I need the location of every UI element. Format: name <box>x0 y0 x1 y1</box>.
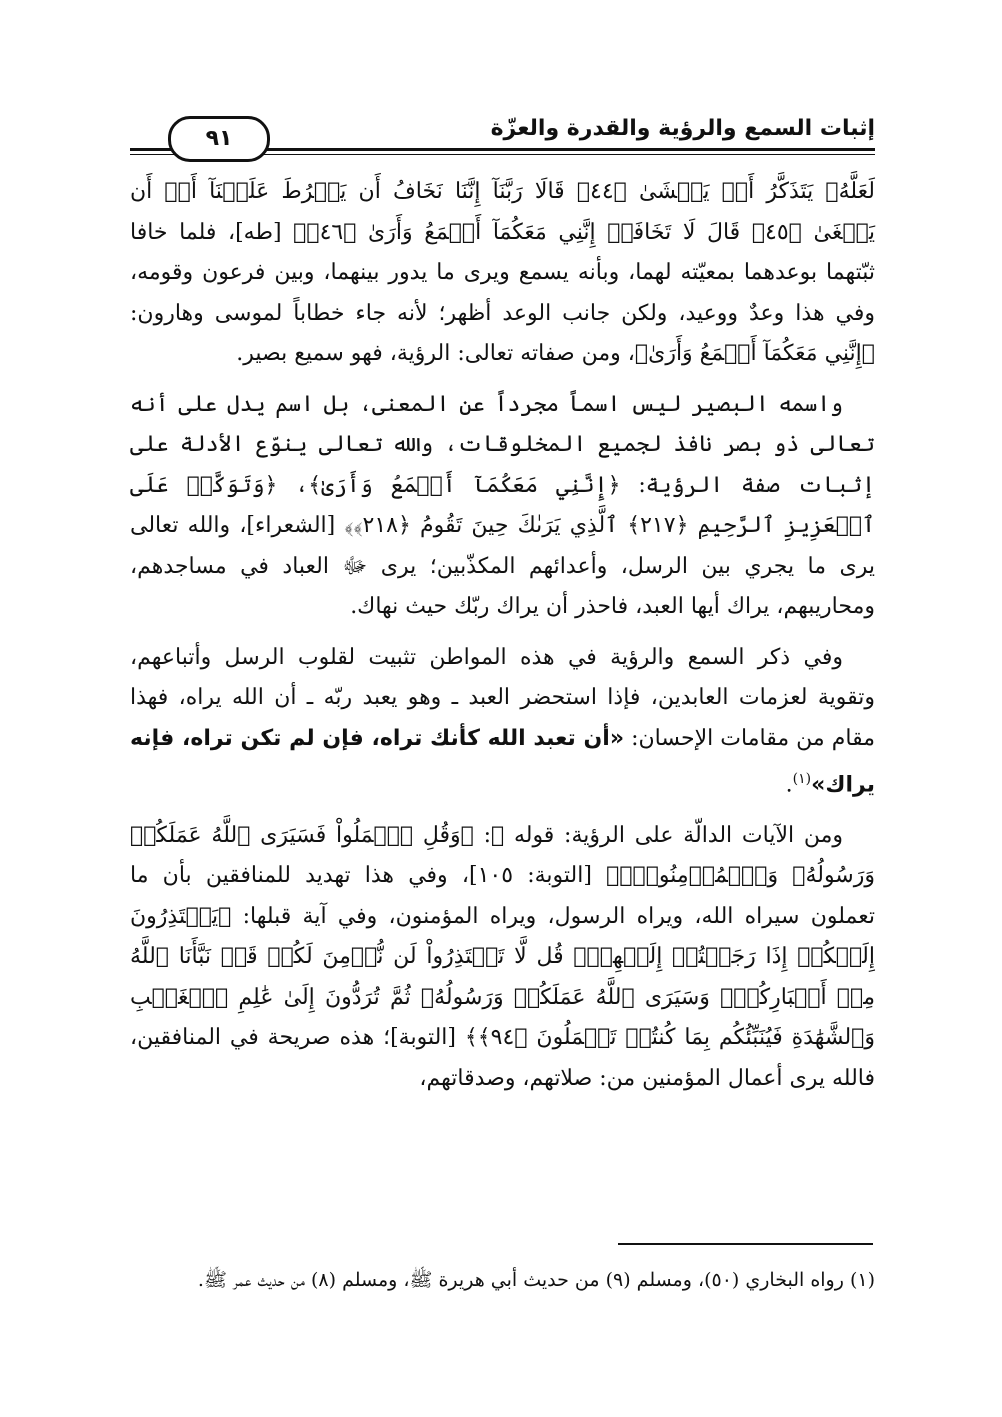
paragraph: واسمه البصير ليس اسماً مجرداً عن المعنى، بل اسم يدل على أنه تعالى ذو بصر نافذ لجميع المخلوقات، والله تعالى ينوّع الأدلة على إثبات صفة الرؤية: ﴿إِنَّنِي مَعَكُمَآ أَسۡمَعُ وَأَرَىٰ﴾، ﴿وَتَوَكَّلۡ عَلَى ٱلۡعَزِيزِ ٱلرَّحِيمِ ﴿٢١٧﴾ ٱلَّذِي يَرَىٰكَ حِينَ تَقُومُ ﴿٢١٨﴾﴾ [الشعراء]، والله تعالى يرى ما يجري بين الرسل، وأعدائهم المكذّبين؛ يرى ﷻ العباد في مساجدهم، ومحاريبهم، يراك أيها العبد، فاحذر أن يراك ربّك حيث نهاك. <box>130 391 875 619</box>
paragraph: لَعَلَّهُۥ يَتَذَكَّرُ أَوۡ يَخۡشَىٰ ﴿٤٤﴾ قَالَا رَبَّنَآ إِنَّنَا نَخَافُ أَن يَفۡرُطَ عَلَيۡنَآ أَوۡ أَن يَطۡغَىٰ ﴿٤٥﴾ قَالَ لَا تَخَافَآۖ إِنَّنِي مَعَكُمَآ أَسۡمَعُ وَأَرَىٰ ﴿٤٦﴾﴾ [طه]، فلما خافا ثبّتهما بوعدهما بمعيّته لهما، وبأنه يسمع ويرى ما يدور بينهما، وبين فرعون وقومه، وفي هذا وعدٌ ووعيد، ولكن جانب الوعد أظهر؛ لأنه جاء خطاباً لموسى وهارون: ﴿إِنَّنِي مَعَكُمَآ أَسۡمَعُ وَأَرَىٰ﴾، ومن صفاته تعالى: الرؤية، فهو سميع بصير. <box>130 179 875 366</box>
paragraph: ومن الآيات الدالّة على الرؤية: قوله ﷻ: ﴿وَقُلِ ٱعۡمَلُواْ فَسَيَرَى ٱللَّهُ عَمَلَكُمۡ وَرَسُولُهُۥ وَٱلۡمُؤۡمِنُونَۖ﴾ [التوبة: ١٠٥]، وفي هذا تهديد للمنافقين بأن ما تعملون سيراه الله، ويراه الرسول، ويراه المؤمنون، وفي آية قبلها: ﴿يَعۡتَذِرُونَ إِلَيۡكُمۡ إِذَا رَجَعۡتُمۡ إِلَيۡهِمۡۚ قُل لَّا تَعۡتَذِرُواْ لَن نُّؤۡمِنَ لَكُمۡ قَدۡ نَبَّأَنَا ٱللَّهُ مِنۡ أَخۡبَارِكُمۡۚ وَسَيَرَى ٱللَّهُ عَمَلَكُمۡ وَرَسُولُهُۥ ثُمَّ تُرَدُّونَ إِلَىٰ عَٰلِمِ ٱلۡغَيۡبِ وَٱلشَّهَٰدَةِ فَيُنَبِّئُكُم بِمَا كُنتُمۡ تَعۡمَلُونَ ﴿٩٤﴾﴾ [التوبة]؛ هذه صريحة في المنافقين، فالله يرى أعمال المؤمنين من: صلاتهم، وصدقاتهم، <box>130 822 876 1091</box>
paragraph <box>130 638 875 806</box>
footnote-separator <box>618 1243 873 1245</box>
period: . <box>785 772 793 798</box>
running-title: إثبات السمع والرؤية والقدرة والعزّة <box>490 116 875 141</box>
page-header <box>130 110 875 160</box>
main-text <box>130 172 875 1109</box>
footnote: (١) رواه البخاري (٥٠)، ومسلم (٩) من حديث أبي هريرة ﷺ، ومسلم (٨) من حديث عمر ﷺ. <box>197 1269 875 1291</box>
paragraph-text: وفي ذكر السمع والرؤية في هذه المواطن تثبيت لقلوب الرسل وأتباعهم، وتقوية لعزمات العابدين، فإذا استحضر العبد ـ وهو يعبد ربّه ـ أن الله يراه، فهذا مقام من مقامات الإحسان: <box>130 644 875 751</box>
page-number: ٩١ <box>168 116 270 162</box>
footnote-marker: (١) <box>792 771 812 787</box>
hadith-quote: «أن تعبد الله كأنك تراه، فإن لم تكن تراه، فإنه يراك» <box>130 725 875 798</box>
